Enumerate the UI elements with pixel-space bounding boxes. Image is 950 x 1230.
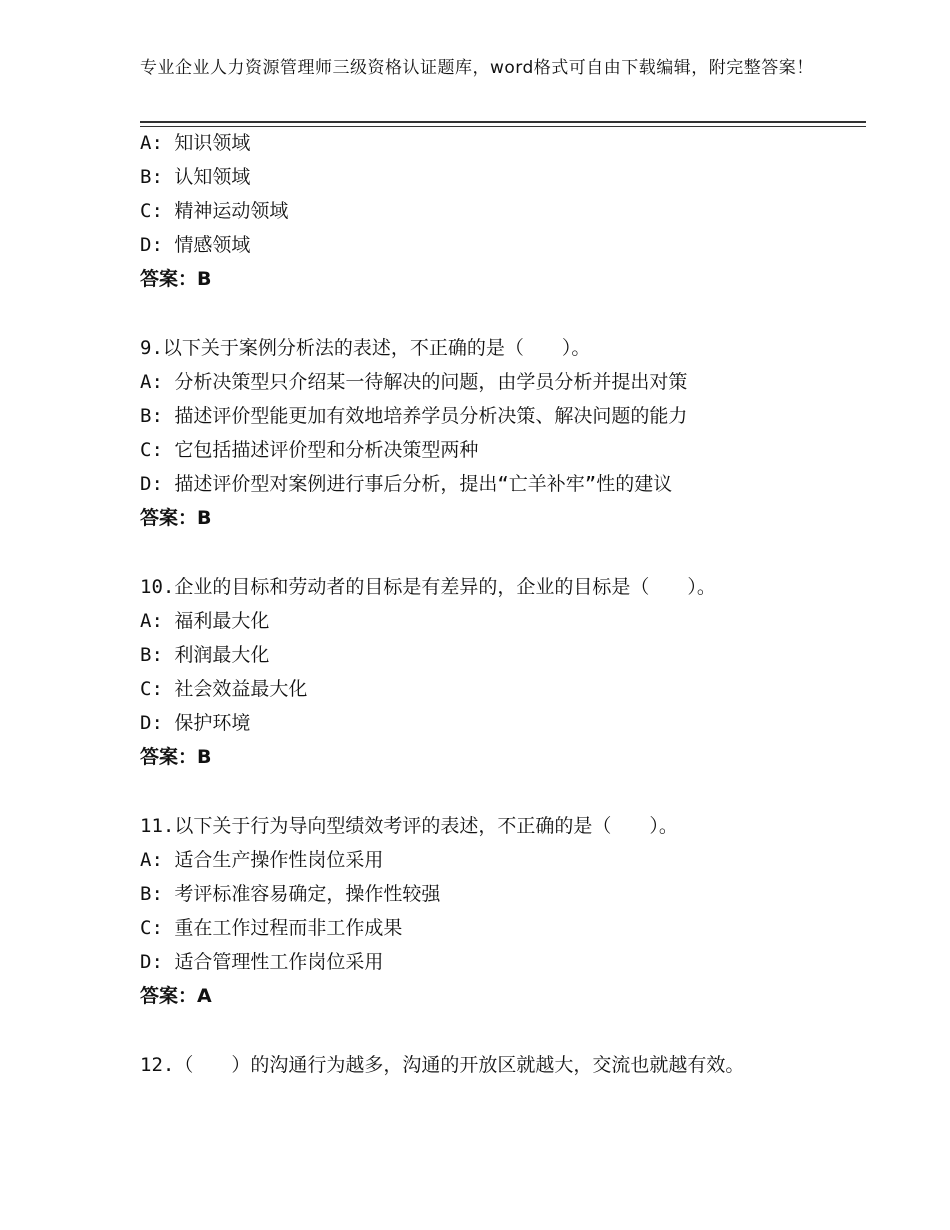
option-a: A: 分析决策型只介绍某一待解决的问题，由学员分析并提出对策 bbox=[140, 371, 688, 393]
question-text: 12.（ ）的沟通行为越多，沟通的开放区就越大，交流也就越有效。 bbox=[140, 1054, 745, 1076]
option-d: D: 描述评价型对案例进行事后分析，提出“亡羊补牢”性的建议 bbox=[140, 473, 673, 495]
option-c: C: 重在工作过程而非工作成果 bbox=[140, 917, 403, 939]
option-b: B: 考评标准容易确定，操作性较强 bbox=[140, 883, 441, 905]
question-block-9 bbox=[140, 331, 840, 535]
question-block-10 bbox=[140, 570, 840, 774]
option-b: B: 描述评价型能更加有效地培养学员分析决策、解决问题的能力 bbox=[140, 405, 688, 427]
option-a: A: 适合生产操作性岗位采用 bbox=[140, 849, 384, 871]
question-list bbox=[140, 126, 840, 1082]
question-block-12 bbox=[140, 1048, 840, 1082]
option-d: D: 情感领域 bbox=[140, 234, 251, 256]
option-c: C: 它包括描述评价型和分析决策型两种 bbox=[140, 439, 479, 461]
question-block-11 bbox=[140, 809, 840, 1013]
option-a: A: 福利最大化 bbox=[140, 610, 270, 632]
option-a: A: 知识领域 bbox=[140, 132, 251, 154]
document-header: 专业企业人力资源管理师三级资格认证题库，word格式可自由下载编辑，附完整答案！ bbox=[140, 58, 814, 78]
answer-label: 答案：B bbox=[140, 507, 212, 529]
question-block-8 bbox=[140, 126, 840, 296]
option-c: C: 精神运动领域 bbox=[140, 200, 289, 222]
option-d: D: 保护环境 bbox=[140, 712, 251, 734]
question-text: 9.以下关于案例分析法的表述，不正确的是（ ）。 bbox=[140, 337, 591, 359]
question-text: 11.以下关于行为导向型绩效考评的表述，不正确的是（ ）。 bbox=[140, 815, 678, 837]
option-b: B: 利润最大化 bbox=[140, 644, 270, 666]
option-d: D: 适合管理性工作岗位采用 bbox=[140, 951, 384, 973]
header-divider-thick bbox=[140, 121, 866, 123]
option-c: C: 社会效益最大化 bbox=[140, 678, 308, 700]
question-text: 10.企业的目标和劳动者的目标是有差异的，企业的目标是（ ）。 bbox=[140, 576, 716, 598]
answer-label: 答案：B bbox=[140, 268, 212, 290]
option-b: B: 认知领域 bbox=[140, 166, 251, 188]
answer-label: 答案：B bbox=[140, 746, 212, 768]
answer-label: 答案：A bbox=[140, 985, 212, 1007]
